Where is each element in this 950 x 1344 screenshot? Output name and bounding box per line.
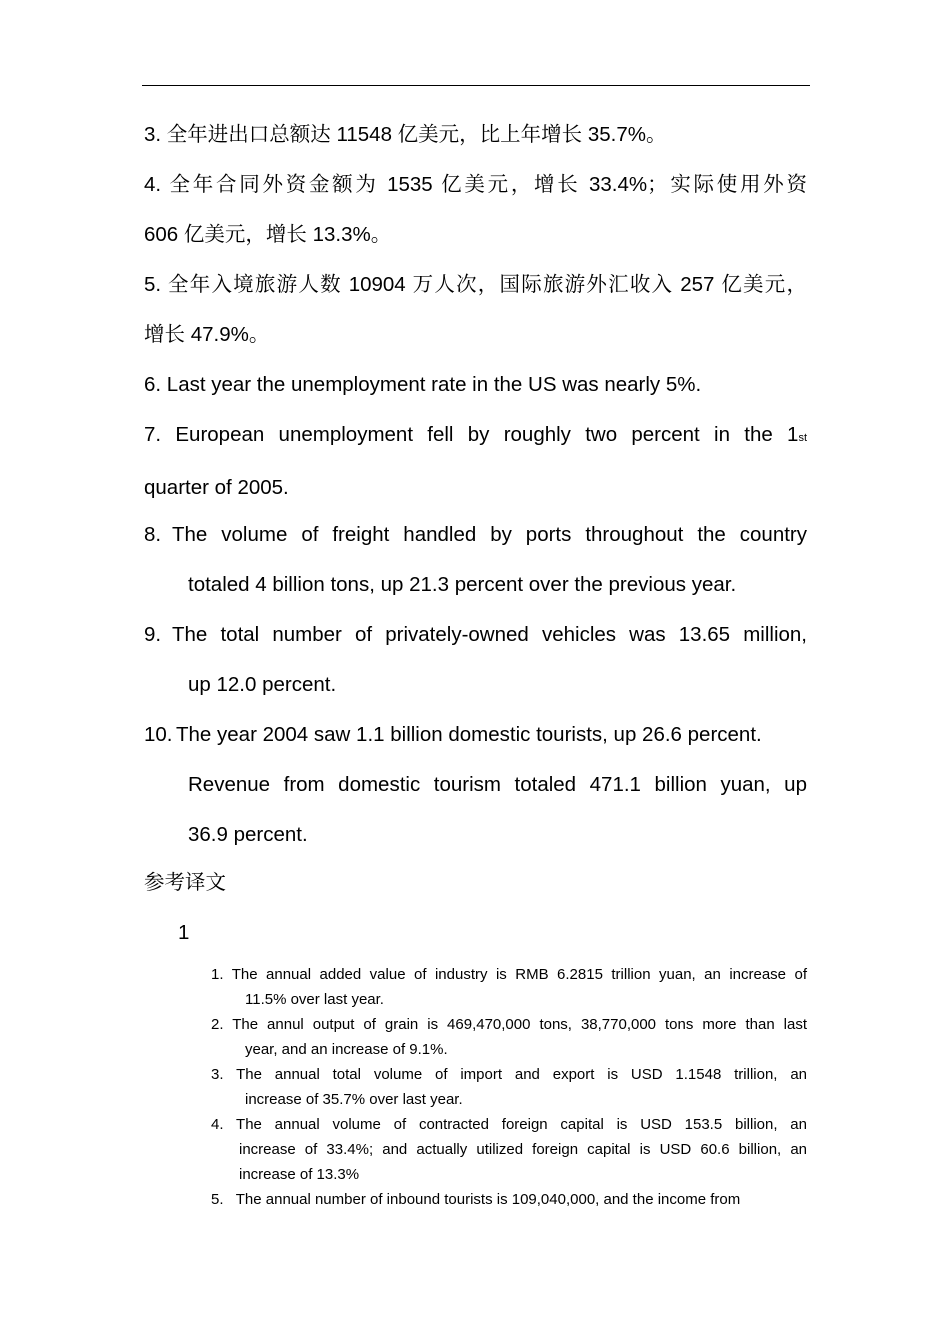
en-item-9-line1-wrap — [144, 610, 807, 660]
section-number: 1 — [178, 921, 190, 944]
cn-item-5-line1: 5. 全年入境旅游人数 10904 万人次，国际旅游外汇收入 257 亿美元， — [144, 273, 807, 296]
reference-heading: 参考译文 — [144, 871, 226, 894]
translation-3 — [211, 1062, 807, 1112]
en-item-8-number: 8. — [144, 523, 162, 546]
translation-4-line2: increase of 33.4%; and actually utilized foreign capital is USD 60.6 billion, an — [239, 1141, 807, 1158]
en-item-8-line2: totaled 4 billion tons, up 21.3 percent over the previous year. — [188, 573, 737, 596]
en-item-10-line1: The year 2004 saw 1.1 billion domestic tourists, up 26.6 percent. — [176, 723, 762, 746]
en-item-6 — [144, 360, 807, 410]
translation-1 — [211, 962, 807, 1012]
en-item-8-line1: The volume of freight handled by ports throughout the country — [172, 523, 807, 546]
en-item-8-line1-wrap — [144, 510, 807, 560]
translation-2-line2: year, and an increase of 9.1%. — [245, 1041, 448, 1058]
en-item-7-ordinal: st — [798, 432, 807, 444]
translation-1-line2: 11.5% over last year. — [245, 991, 384, 1008]
en-item-7-line1-wrap — [144, 410, 807, 463]
en-item-9-line1: The total number of privately-owned vehicles was 13.65 million, — [172, 623, 807, 646]
translation-3-line1: 3. The annual total volume of import and export is USD 1.1548 trillion, an — [211, 1066, 807, 1083]
translation-2-line1: 2. The annul output of grain is 469,470,000 tons, 38,770,000 tons more than last — [211, 1016, 807, 1033]
en-item-9-number: 9. — [144, 623, 162, 646]
translation-5-line1: 5. The annual number of inbound tourists is 109,040,000, and the income from — [211, 1191, 741, 1208]
cn-item-5 — [144, 260, 807, 360]
cn-item-3 — [144, 110, 807, 160]
translation-4-line1: 4. The annual volume of contracted foreign capital is USD 153.5 billion, an — [211, 1116, 807, 1133]
cn-item-4-line2: 606 亿美元，增长 13.3%。 — [144, 223, 392, 246]
translation-4 — [211, 1112, 807, 1187]
cn-item-4 — [144, 160, 807, 260]
en-item-6-text: 6. Last year the unemployment rate in the US was nearly 5%. — [144, 373, 702, 396]
translation-4-line3: increase of 13.3% — [239, 1166, 360, 1183]
cn-item-5-line2: 增长 47.9%。 — [144, 323, 270, 346]
header-rule — [142, 85, 810, 86]
en-item-10-line1-wrap — [144, 710, 814, 760]
en-item-10-line2: Revenue from domestic tourism totaled 471.1 billion yuan, up — [188, 773, 807, 796]
en-item-10 — [144, 710, 814, 860]
en-item-9 — [144, 610, 807, 710]
translation-1-line1: 1. The annual added value of industry is RMB 6.2815 trillion yuan, an increase of — [211, 966, 807, 983]
en-item-7-line1: 7. European unemployment fell by roughly two percent in the 1 — [144, 423, 799, 446]
en-item-7-line2: quarter of 2005. — [144, 476, 289, 499]
en-item-8 — [144, 510, 807, 610]
en-item-10-line3: 36.9 percent. — [188, 823, 308, 846]
translation-5 — [211, 1187, 807, 1212]
en-item-7 — [144, 410, 807, 513]
translation-2 — [211, 1012, 807, 1062]
translation-3-line2: increase of 35.7% over last year. — [245, 1091, 463, 1108]
en-item-10-number: 10. — [144, 723, 173, 746]
en-item-9-line2: up 12.0 percent. — [188, 673, 337, 696]
cn-item-3-text: 3. 全年进出口总额达 11548 亿美元，比上年增长 35.7%。 — [144, 123, 667, 146]
cn-item-4-line1: 4. 全年合同外资金额为 1535 亿美元，增长 33.4%；实际使用外资 — [144, 173, 807, 196]
